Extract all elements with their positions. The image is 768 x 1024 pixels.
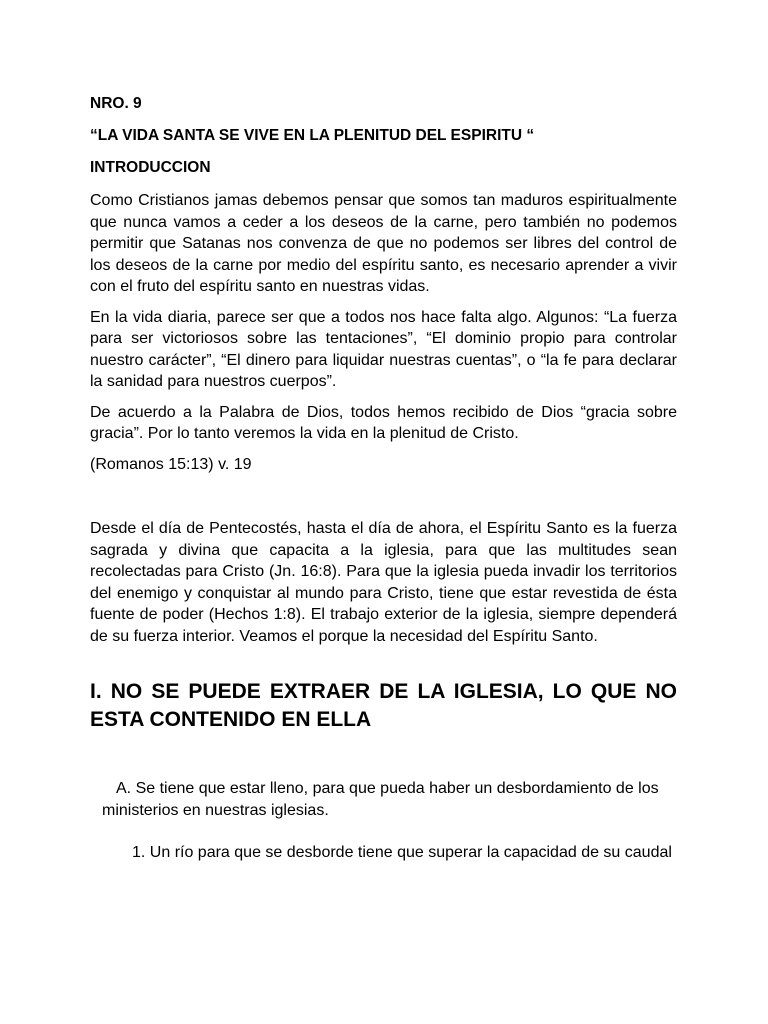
document-body [90, 94, 677, 864]
intro-heading: INTRODUCCION [90, 159, 211, 176]
intro-paragraph-2: En la vida diaria, parece ser que a todos nos hace falta algo. Algunos: “La fuerza para ser victoriosos sobre las tentaciones”, “El dominio propio para controlar nuestro carácter”, “El dinero para liquidar nuestras cuentas”, o “la fe para declarar la sanidad para nuestros cuerpos”. [90, 308, 677, 390]
intro-paragraph-3: De acuerdo a la Palabra de Dios, todos hemos recibido de Dios “gracia sobre gracia”. Por lo tanto veremos la vida en la plenitud de Cristo. [90, 403, 677, 442]
intro-paragraph-1: Como Cristianos jamas debemos pensar que somos tan maduros espiritualmente que nunca vamos a ceder a los deseos de la carne, pero también no podemos permitir que Satanas nos convenza de que no podemos ser libres del control de los deseos de la carne por medio del espíritu santo, es necesario aprender a vivir con el fruto del espíritu santo en nuestras vidas. [90, 192, 677, 295]
document-title: “LA VIDA SANTA SE VIVE EN LA PLENITUD DEL ESPIRITU “ [90, 127, 535, 144]
body-paragraph: Desde el día de Pentecostés, hasta el día de ahora, el Espíritu Santo es la fuerza sagrada y divina que capacita a la iglesia, para que las multitudes sean recolectadas para Cristo (Jn. 16:8). Para que la iglesia pueda invadir los territorios del enemigo y conquistar al mundo para Cristo, tiene que estar revestida de ésta fuente de poder (Hechos 1:8). El trabajo exterior de la iglesia, siempre dependerá de su fuerza interior. Veamos el porque la necesidad del Espíritu Santo. [90, 520, 677, 645]
document-number: NRO. 9 [90, 95, 142, 112]
scripture-reference: (Romanos 15:13) v. 19 [90, 455, 252, 473]
outline-point-1: 1. Un río para que se desborde tiene que superar la capacidad de su caudal [132, 844, 672, 861]
section-heading: I. NO SE PUEDE EXTRAER DE LA IGLESIA, LO QUE NO ESTA CONTENIDO EN ELLA [90, 680, 677, 731]
outline-point-a: A. Se tiene que estar lleno, para que pueda haber un desbordamiento de los ministerios en nuestras iglesias. [102, 780, 659, 819]
